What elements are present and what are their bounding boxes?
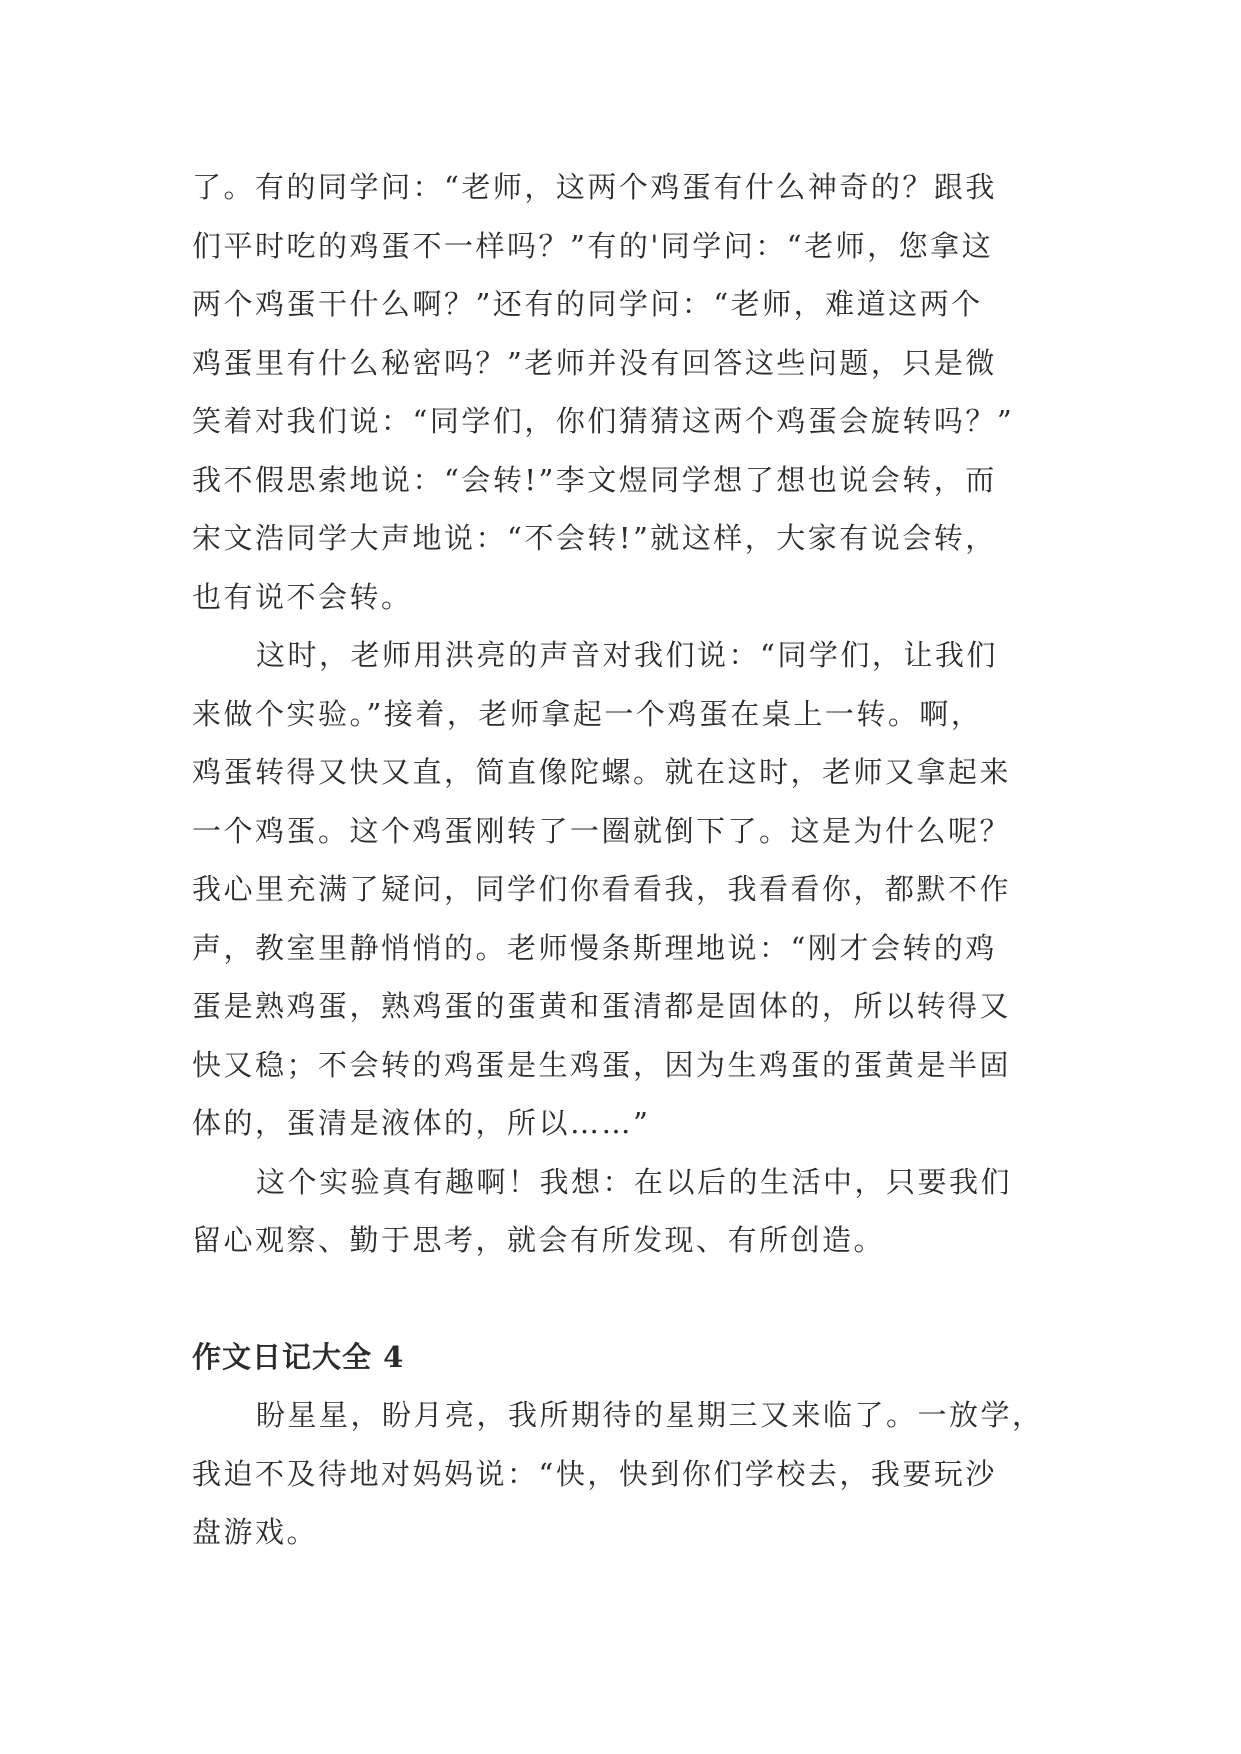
- paragraph-3: [192, 1153, 1052, 1270]
- paragraph-line: 我迫不及待地对妈妈说：“快，快到你们学校去，我要玩沙: [192, 1456, 997, 1491]
- paragraph-line: 也有说不会转。: [192, 579, 413, 614]
- document-body: [192, 158, 1052, 1562]
- paragraph-line: 笑着对我们说：“同学们，你们猜猜这两个鸡蛋会旋转吗？”: [192, 404, 1015, 438]
- paragraph-2: [192, 626, 1052, 1153]
- paragraph-line: 体的，蛋清是液体的，所以……”: [192, 1106, 651, 1140]
- paragraph-line: 蛋是熟鸡蛋，熟鸡蛋的蛋黄和蛋清都是固体的，所以转得又: [192, 989, 1012, 1023]
- paragraph-line: 我不假思索地说：“会转!”李文煜同学想了想也说会转，而: [192, 462, 997, 497]
- paragraph-line: 我心里充满了疑问，同学们你看看我，我看看你，都默不作: [192, 872, 1012, 906]
- paragraph-line: 鸡蛋里有什么秘密吗？”老师并没有回答这些问题，只是微: [192, 345, 997, 380]
- paragraph-line: 们平时吃的鸡蛋不一样吗？”有的'同学问：“老师，您拿这: [192, 228, 994, 263]
- paragraph-line: 来做个实验。”接着，老师拿起一个鸡蛋在桌上一转。啊，: [192, 696, 983, 731]
- paragraph-line: 声，教室里静悄悄的。老师慢条斯理地说：“刚才会转的鸡: [192, 930, 997, 965]
- paragraph-line: 了。有的同学问：“老师，这两个鸡蛋有什么神奇的？跟我: [192, 170, 997, 204]
- paragraph-line: 这时，老师用洪亮的声音对我们说：“同学们，让我们: [256, 638, 998, 672]
- paragraph-line: 这个实验真有趣啊！我想：在以后的生活中，只要我们: [256, 1164, 1013, 1199]
- section-spacer: [192, 1270, 1052, 1328]
- section-heading: 作文日记大全 4: [192, 1339, 405, 1374]
- paragraph-line: 快又稳；不会转的鸡蛋是生鸡蛋，因为生鸡蛋的蛋黄是半固: [192, 1047, 1012, 1082]
- paragraph-1: [192, 158, 1052, 626]
- paragraph-line: 盼星星，盼月亮，我所期待的星期三又来临了。一放学，: [256, 1398, 1044, 1432]
- paragraph-line: 宋文浩同学大声地说：“不会转!”就这样，大家有说会转，: [192, 521, 997, 555]
- paragraph-line: 盘游戏。: [192, 1515, 319, 1549]
- paragraph-line: 两个鸡蛋干什么啊？”还有的同学问：“老师，难道这两个: [192, 287, 983, 321]
- paragraph-line: 一个鸡蛋。这个鸡蛋刚转了一圈就倒下了。这是为什么呢？: [192, 813, 1012, 848]
- paragraph-line: 鸡蛋转得又快又直，简直像陀螺。就在这时，老师又拿起来: [192, 755, 1012, 789]
- paragraph-line: 留心观察、勤于思考，就会有所发现、有所创造。: [192, 1223, 886, 1257]
- paragraph-4: [192, 1386, 1052, 1562]
